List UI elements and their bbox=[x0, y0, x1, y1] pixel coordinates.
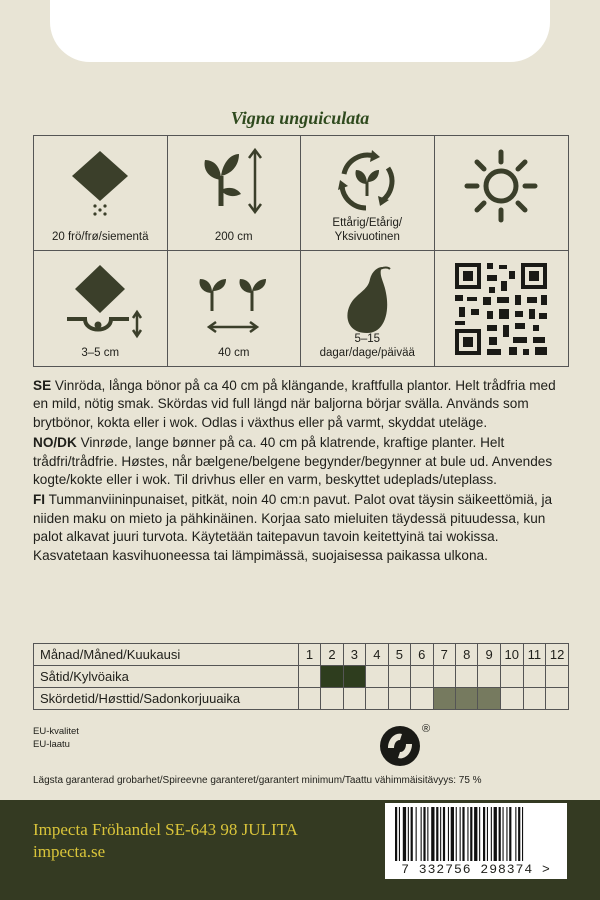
barcode-bar bbox=[515, 807, 516, 861]
harvest-cell-month-12 bbox=[546, 688, 569, 710]
sow-cell-month-2 bbox=[321, 666, 343, 688]
barcode bbox=[385, 803, 567, 879]
plant-height-icon bbox=[199, 146, 269, 216]
harvest-cell-month-10 bbox=[500, 688, 523, 710]
harvest-cell-month-9 bbox=[478, 688, 500, 710]
sow-cell-month-7 bbox=[433, 666, 455, 688]
barcode-bar bbox=[421, 807, 422, 861]
barcode-bar bbox=[408, 807, 409, 861]
sowing-label: Såtid/Kylvöaika bbox=[34, 666, 299, 688]
barcode-bar bbox=[483, 807, 485, 861]
qr-code-icon[interactable] bbox=[453, 261, 549, 357]
barcode-bar bbox=[403, 807, 406, 861]
harvest-cell-month-2 bbox=[321, 688, 343, 710]
sun-cell bbox=[435, 136, 569, 251]
lifecycle-caption: Ettårig/Etårig/ Yksivuotinen bbox=[332, 217, 403, 243]
eu-quality bbox=[33, 725, 79, 751]
barcode-bar bbox=[431, 807, 434, 861]
barcode-number: 7 332756 298374 > bbox=[401, 862, 551, 877]
month-1: 1 bbox=[298, 644, 320, 666]
barcode-bars bbox=[385, 807, 567, 861]
sow-cell-month-1 bbox=[298, 666, 320, 688]
harvest-cell-month-11 bbox=[523, 688, 546, 710]
barcode-bar bbox=[440, 807, 441, 861]
depth-caption: 3–5 cm bbox=[81, 347, 120, 359]
company-address: Impecta Fröhandel SE-643 98 JULITA bbox=[33, 820, 298, 839]
plant-spacing-icon bbox=[194, 261, 274, 341]
sow-cell-month-12 bbox=[546, 666, 569, 688]
month-4: 4 bbox=[366, 644, 388, 666]
sow-cell-month-6 bbox=[411, 666, 433, 688]
harvest-label: Skördetid/Høsttid/Sadonkorjuuaika bbox=[34, 688, 299, 710]
barcode-bar bbox=[399, 807, 400, 861]
barcode-bar bbox=[460, 807, 461, 861]
hanging-slot bbox=[50, 0, 550, 62]
month-8: 8 bbox=[455, 644, 477, 666]
sow-cell-month-3 bbox=[343, 666, 365, 688]
sowing-depth-icon bbox=[55, 261, 145, 341]
barcode-bar bbox=[522, 807, 523, 861]
depth-cell bbox=[34, 251, 168, 366]
harvest-cell-month-3 bbox=[343, 688, 365, 710]
barcode-bar bbox=[509, 807, 511, 861]
species-name: Vigna unguiculata bbox=[230, 108, 370, 128]
lang-code-se: SE bbox=[33, 378, 52, 393]
barcode-bar bbox=[491, 807, 492, 861]
month-6: 6 bbox=[411, 644, 433, 666]
sow-cell-month-9 bbox=[478, 666, 500, 688]
sowing-calendar bbox=[33, 643, 569, 710]
harvest-cell-month-4 bbox=[366, 688, 388, 710]
annual-cycle-icon bbox=[332, 146, 402, 216]
company-website[interactable]: impecta.se bbox=[33, 842, 106, 861]
barcode-bar bbox=[499, 807, 501, 861]
barcode-bar bbox=[479, 807, 480, 861]
green-dot-recycling-icon bbox=[378, 720, 434, 768]
seeds-caption: 20 frö/frø/siementä bbox=[51, 231, 149, 243]
germinating-seed-icon bbox=[332, 261, 402, 336]
month-3: 3 bbox=[343, 644, 365, 666]
calendar-sowing-row bbox=[34, 666, 569, 688]
barcode-bar bbox=[436, 807, 438, 861]
barcode-bar bbox=[506, 807, 507, 861]
spacing-cell bbox=[168, 251, 302, 366]
barcode-bar bbox=[474, 807, 477, 861]
sow-cell-month-11 bbox=[523, 666, 546, 688]
barcode-bar bbox=[443, 807, 445, 861]
germination-cell bbox=[301, 251, 435, 366]
calendar-month-label: Månad/Måned/Kuukausi bbox=[34, 644, 299, 666]
month-5: 5 bbox=[388, 644, 410, 666]
barcode-bar bbox=[427, 807, 428, 861]
description-se bbox=[33, 377, 573, 432]
lang-code-nodk: NO/DK bbox=[33, 435, 77, 451]
harvest-cell-month-8 bbox=[455, 688, 477, 710]
text-nodk: Vinrøde, lange bønner på ca. 40 cm på klatrende, kraftige planter. Helt trådfri/trådfrie. Høstes, når bælgene/belgene begynder/begynner at bule ud. Anvendes kogte/kokte eller i wok. Til drivhus eller en varm, beskyttet udeplads/uteplass. bbox=[33, 435, 553, 488]
barcode-bar bbox=[462, 807, 464, 861]
month-10: 10 bbox=[500, 644, 523, 666]
seed-packet-icon bbox=[65, 146, 135, 216]
height-caption: 200 cm bbox=[214, 231, 253, 243]
description-nodk bbox=[33, 434, 573, 489]
calendar-harvest-row bbox=[34, 688, 569, 710]
barcode-bar bbox=[423, 807, 425, 861]
barcode-bar bbox=[487, 807, 488, 861]
qr-cell bbox=[435, 251, 569, 366]
sow-cell-month-4 bbox=[366, 666, 388, 688]
harvest-cell-month-7 bbox=[433, 688, 455, 710]
month-11: 11 bbox=[523, 644, 546, 666]
germination-caption: 5–15 dagar/dage/päivää bbox=[319, 333, 415, 359]
sow-cell-month-8 bbox=[455, 666, 477, 688]
seeds-cell bbox=[34, 136, 168, 251]
description-texts bbox=[33, 377, 573, 567]
info-icon-grid bbox=[33, 135, 569, 367]
barcode-bar bbox=[411, 807, 413, 861]
month-7: 7 bbox=[433, 644, 455, 666]
barcode-bar bbox=[467, 807, 468, 861]
spacing-caption: 40 cm bbox=[218, 347, 250, 359]
description-fi bbox=[33, 491, 573, 565]
barcode-bar bbox=[395, 807, 397, 861]
month-2: 2 bbox=[321, 644, 343, 666]
sun-icon bbox=[461, 146, 541, 226]
harvest-cell-month-5 bbox=[388, 688, 410, 710]
harvest-cell-month-6 bbox=[411, 688, 433, 710]
barcode-bar bbox=[494, 807, 497, 861]
registered-mark: ® bbox=[422, 723, 431, 735]
barcode-bar bbox=[518, 807, 520, 861]
eu-quality-fi: EU-laatu bbox=[33, 739, 70, 750]
month-9: 9 bbox=[478, 644, 500, 666]
barcode-bar bbox=[503, 807, 504, 861]
barcode-bar bbox=[448, 807, 449, 861]
height-cell bbox=[168, 136, 302, 251]
germination-guarantee: Lägsta garanterad grobarhet/Spireevne garanteret/garantert minimum/Taattu vähimmäisitävyys: 75 % bbox=[33, 775, 482, 786]
sow-cell-month-5 bbox=[388, 666, 410, 688]
barcode-bar bbox=[451, 807, 454, 861]
lifecycle-cell bbox=[301, 136, 435, 251]
barcode-bar bbox=[416, 807, 417, 861]
text-se: Vinröda, långa bönor på ca 40 cm på klängande, kraftfulla plantor. Helt trådfria med en mild, nötig smak. Skördas vid full längd när baljorna börjar svälla. Används som brytbönor, kokta eller i wok. Odlas i växthus eller på varmt, skyddat uteläge. bbox=[33, 378, 556, 430]
lang-code-fi: FI bbox=[33, 492, 46, 508]
calendar-header-row bbox=[34, 644, 569, 666]
harvest-cell-month-1 bbox=[298, 688, 320, 710]
barcode-bar bbox=[470, 807, 472, 861]
eu-quality-sv: EU-kvalitet bbox=[33, 726, 79, 737]
text-fi: Tummanviininpunaiset, pitkät, noin 40 cm:n pavut. Palot ovat täysin säikeettömiä, ja niiden maku on mieto ja pähkinäinen. Korjaa sato mieluiten täydessä pituudessa, kun palot alkavat juuri turvota. Käytetään taitepavun tavoin keitettyinä tai wokissa. Kasvatetaan kasvihuoneessa tai lämpimässä, suojaisessa paikassa ulkona. bbox=[33, 492, 553, 563]
month-12: 12 bbox=[546, 644, 569, 666]
barcode-bar bbox=[456, 807, 457, 861]
sow-cell-month-10 bbox=[500, 666, 523, 688]
